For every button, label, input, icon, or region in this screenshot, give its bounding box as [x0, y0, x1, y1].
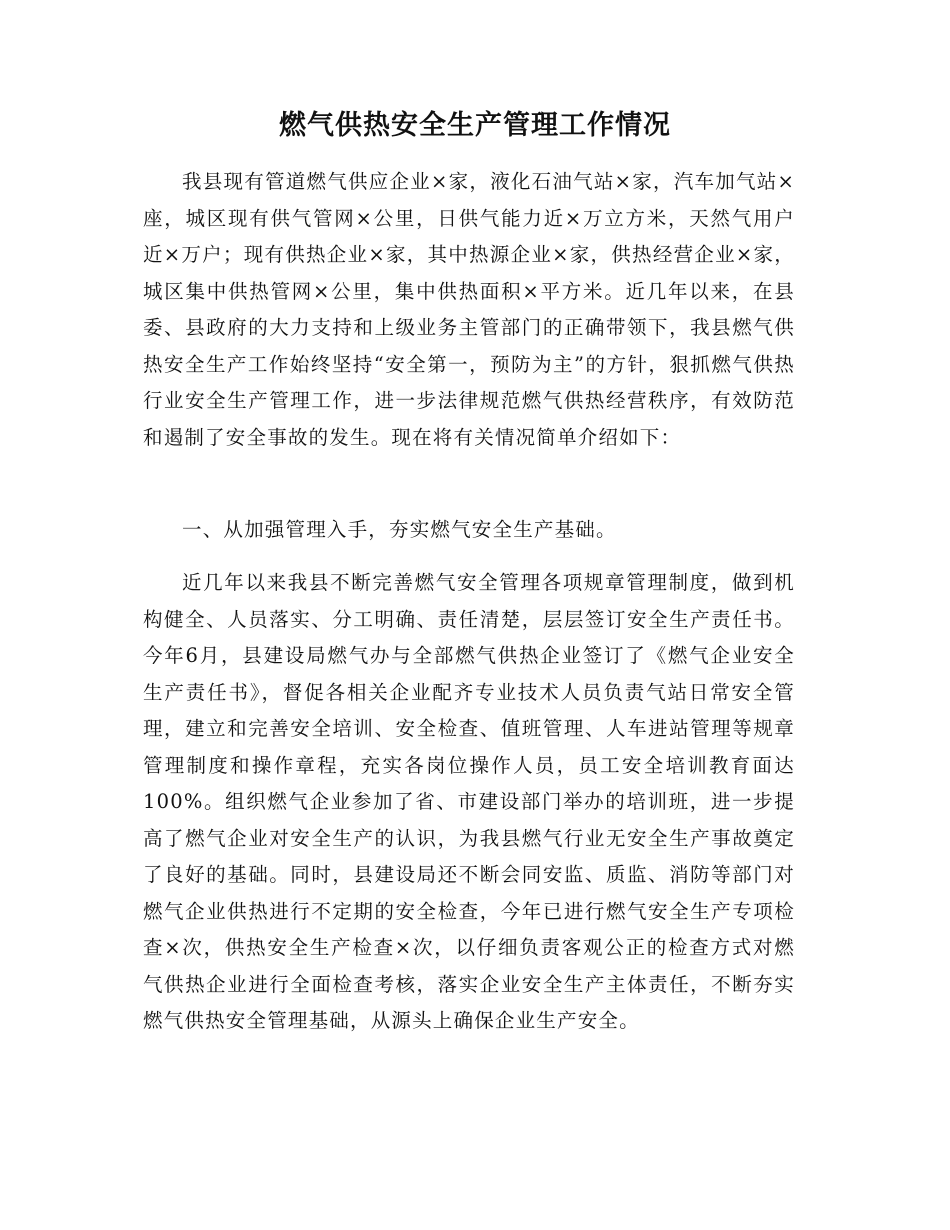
- intro-paragraph: 我县现有管道燃气供应企业×家，液化石油气站×家，汽车加气站×座，城区现有供气管网×公里，日供气能力近×万立方米，天然气用户近×万户；现有供热企业×家，其中热源企业×家，供热经营企业×家，城区集中供热管网×公里，集中供热面积×平方米。近几年以来，在县委、县政府的大力支持和上级业务主管部门的正确带领下，我县燃气供热安全生产工作始终坚持“安全第一，预防为主”的方针，狠抓燃气供热行业安全生产管理工作，进一步法律规范燃气供热经营秩序，有效防范和遏制了安全事故的发生。现在将有关情况简单介绍如下：: [143, 170, 795, 449]
- section-heading-1: 一、从加强管理入手，夯实燃气安全生产基础。: [182, 518, 617, 541]
- document-title: 燃气供热安全生产管理工作情况: [279, 110, 671, 141]
- section-1-paragraph: 近几年以来我县不断完善燃气安全管理各项规章管理制度，做到机构健全、人员落实、分工明确、责任清楚，层层签订安全生产责任书。今年6月，县建设局燃气办与全部燃气供热企业签订了《燃气企业安全生产责任书》，督促各相关企业配齐专业技术人员负责气站日常安全管理，建立和完善安全培训、安全检查、值班管理、人车进站管理等规章管理制度和操作章程，充实各岗位操作人员，员工安全培训教育面达100%。组织燃气企业参加了省、市建设部门举办的培训班，进一步提高了燃气企业对安全生产的认识，为我县燃气行业无安全生产事故奠定了良好的基础。同时，县建设局还不断会同安监、质监、消防等部门对燃气企业供热进行不定期的安全检查，今年已进行燃气安全生产专项检查×次，供热安全生产检查×次，以仔细负责客观公正的检查方式对燃气供热企业进行全面检查考核，落实企业安全生产主体责任，不断夯实燃气供热安全管理基础，从源头上确保企业生产安全。: [143, 571, 795, 1032]
